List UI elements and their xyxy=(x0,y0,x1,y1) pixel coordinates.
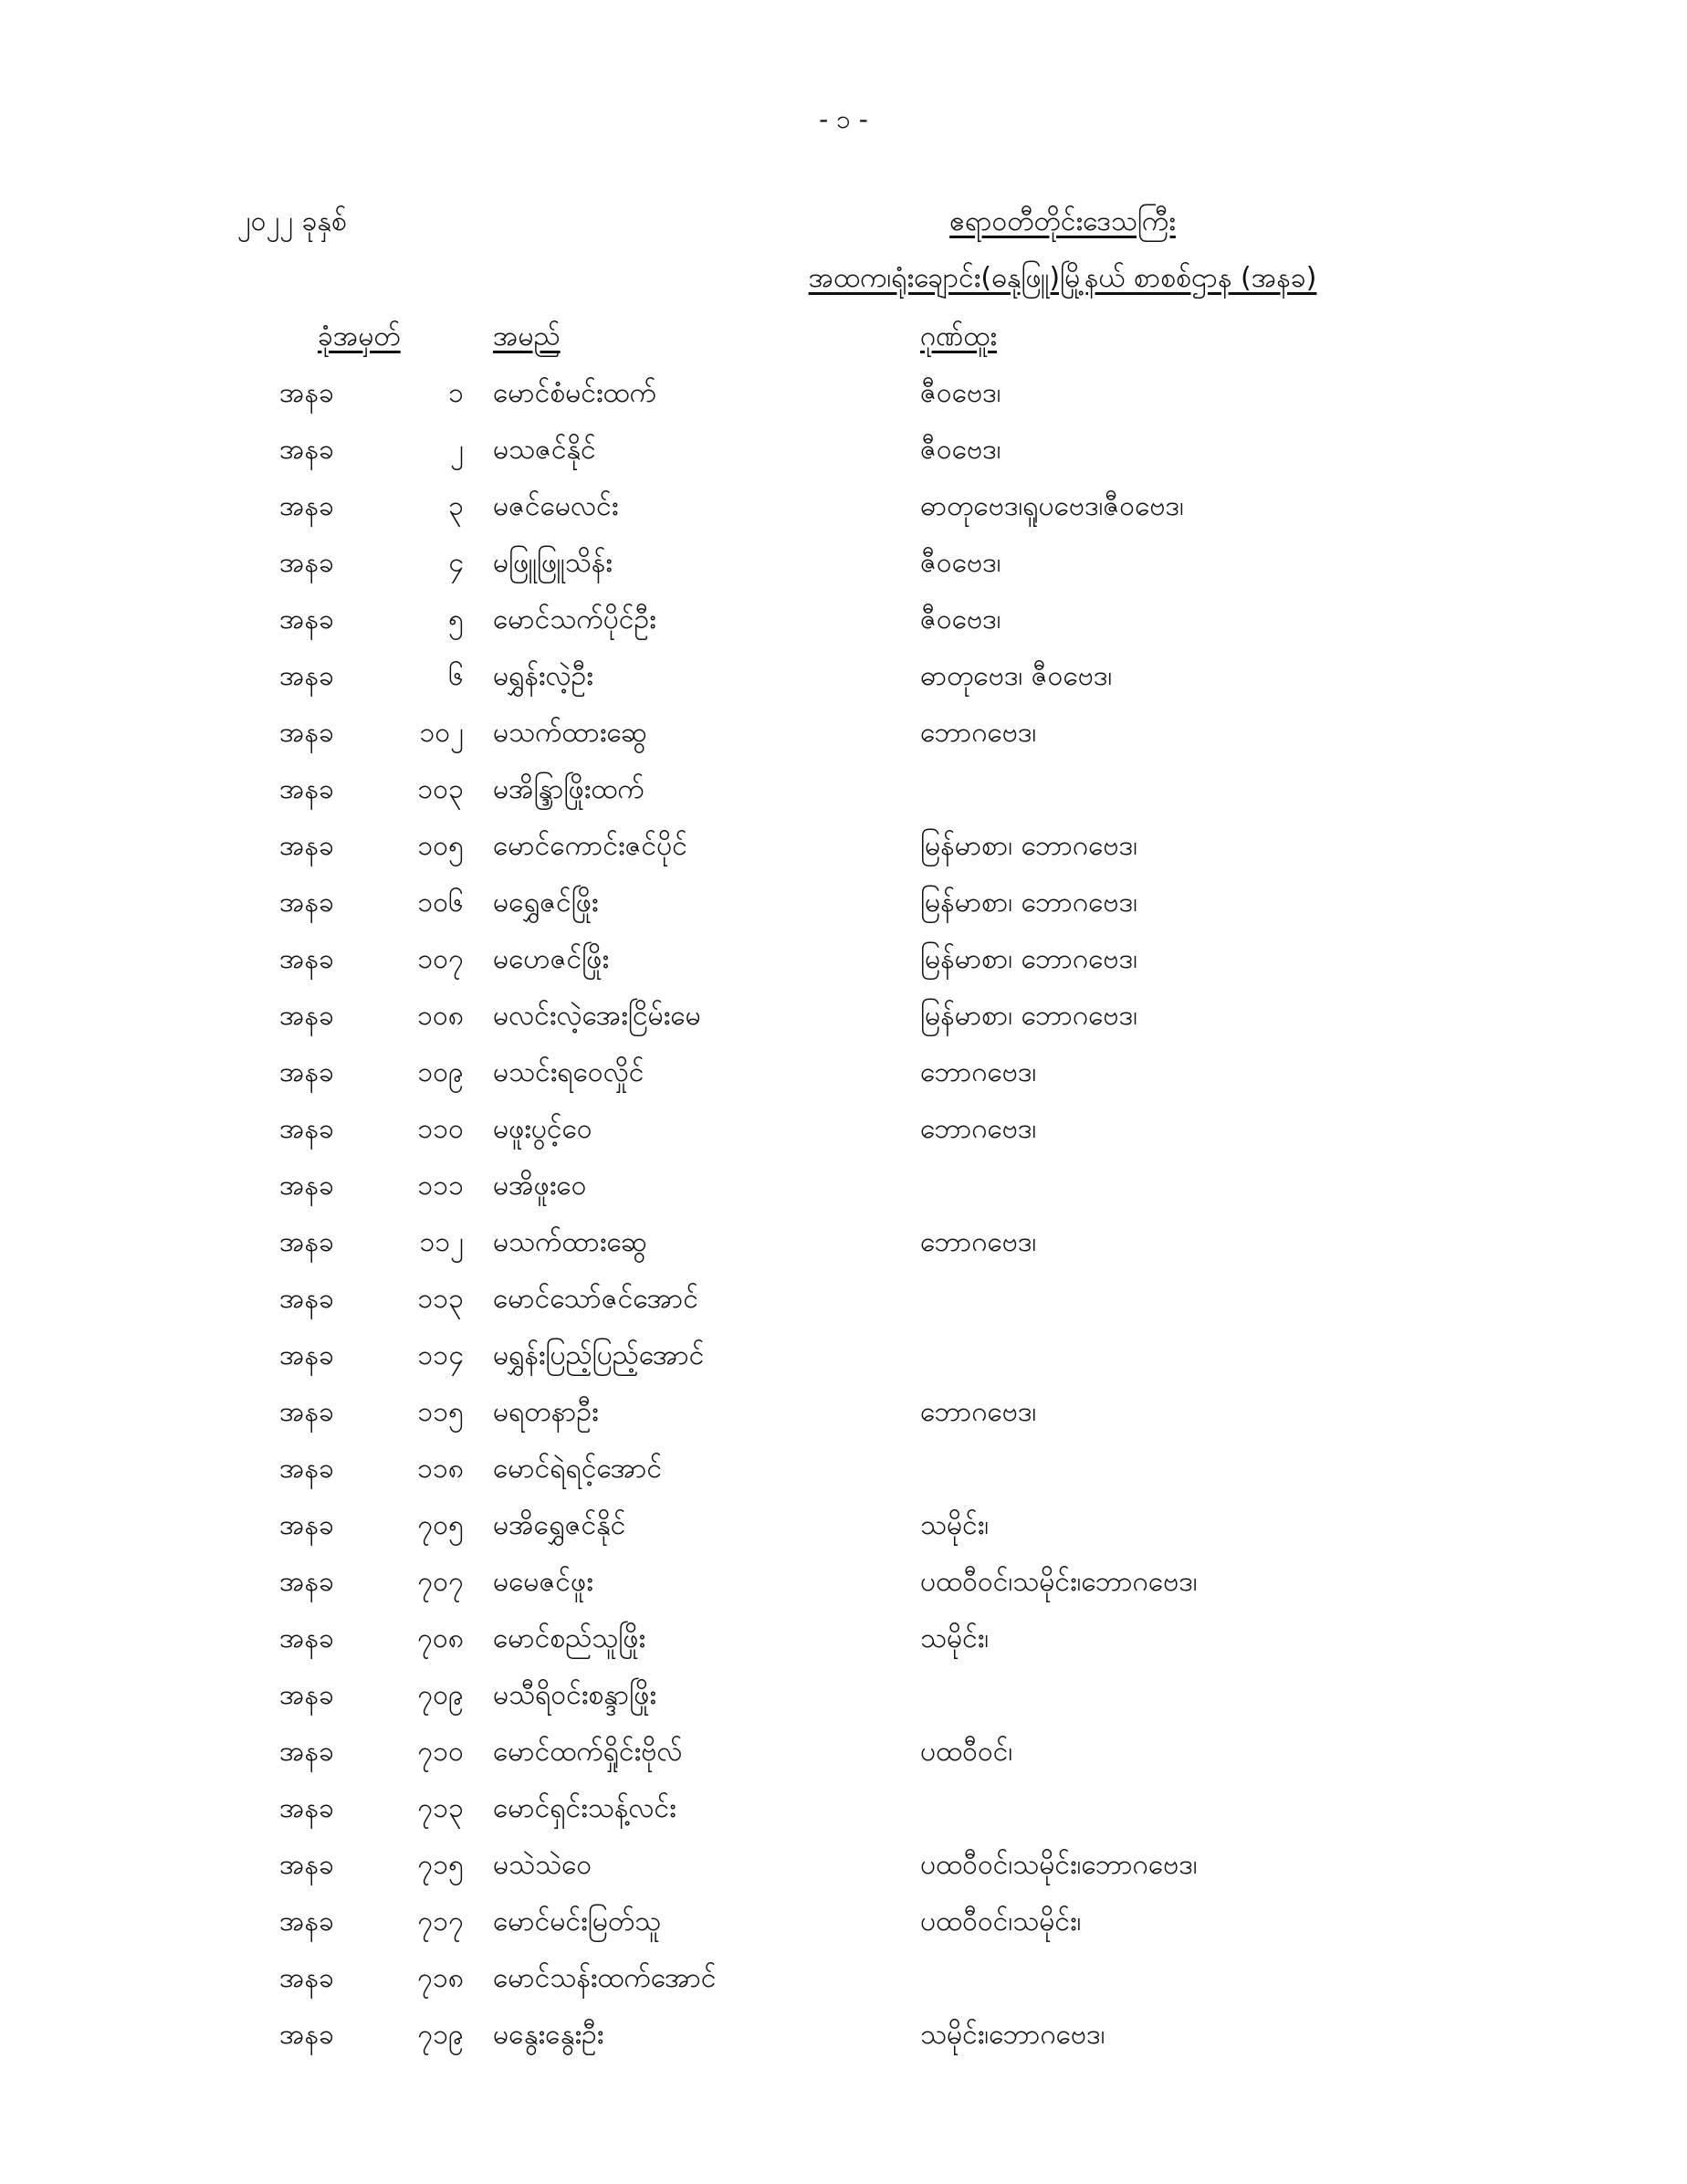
distinction-subjects: ပထဝီဝင်၊ xyxy=(920,1736,1013,1768)
student-name: မောင်သက်ပိုင်ဦး xyxy=(493,604,656,635)
exam-center-code: အနခ xyxy=(279,943,334,975)
roll-number: ၁၀၃ xyxy=(417,773,464,805)
list-item xyxy=(0,431,1687,488)
exam-center-code: အနခ xyxy=(279,887,334,919)
roll-number: ၅ xyxy=(448,604,464,635)
list-item xyxy=(0,601,1687,657)
distinction-subjects: ပထဝီဝင်၊သမိုင်း၊ဘောဂဗေဒ၊ xyxy=(920,1849,1198,1881)
list-item xyxy=(0,827,1687,884)
roll-number-header: ခုံအမှတ် xyxy=(318,320,401,352)
student-name: မမေဇင်ဖူး xyxy=(493,1566,593,1598)
distinction-subjects: မြန်မာစာ၊ ဘောဂဗေဒ၊ xyxy=(920,887,1137,919)
roll-number: ၇၀၈ xyxy=(417,1622,464,1654)
roll-number: ၄ xyxy=(448,547,464,579)
exam-center-code: အနခ xyxy=(279,434,334,466)
student-name: မသဇင်နိုင် xyxy=(493,434,596,466)
student-name: မောင်ရှင်းသန့်လင်း xyxy=(493,1792,676,1824)
list-item xyxy=(0,1733,1687,1790)
exam-center-code: အနခ xyxy=(279,1226,334,1258)
list-item xyxy=(0,1507,1687,1563)
roll-number: ၁၁၁ xyxy=(417,1170,464,1202)
student-name: မဇင်မေလင်း xyxy=(493,490,619,522)
list-item xyxy=(0,1959,1687,2016)
exam-center-code: အနခ xyxy=(279,1000,334,1032)
list-item xyxy=(0,1054,1687,1110)
list-item xyxy=(0,1563,1687,1620)
results-list xyxy=(0,374,1687,2073)
distinctions-header: ဂုဏ်ထူး xyxy=(920,320,997,352)
roll-number: ၁၀၂ xyxy=(419,717,464,749)
roll-number: ၁၀၇ xyxy=(417,943,464,975)
roll-number: ၃ xyxy=(448,490,464,522)
exam-center-code: အနခ xyxy=(279,1622,334,1654)
distinction-subjects: ပထဝီဝင်၊သမိုင်း၊ xyxy=(920,1906,1082,1937)
distinction-subjects: ဓာတုဗေဒ၊ရူပဗေဒ၊ဇီဝဗေဒ၊ xyxy=(920,490,1184,522)
student-name: မောင်စည်သူဖြိုး xyxy=(493,1622,646,1654)
roll-number: ၁၀၈ xyxy=(417,1000,464,1032)
distinction-subjects: ဘောဂဗေဒ၊ xyxy=(920,1056,1037,1088)
list-item xyxy=(0,1110,1687,1167)
student-name: မရွှန်းပြည့်ပြည့်အောင် xyxy=(493,1339,705,1371)
list-item xyxy=(0,1903,1687,1959)
student-name: မအိရွှေဇင်နိုင် xyxy=(493,1509,626,1541)
roll-number: ၇၁၈ xyxy=(417,1962,464,1994)
list-item xyxy=(0,1450,1687,1507)
distinction-subjects: ဇီဝဗေဒ၊ xyxy=(920,604,1001,635)
student-name: မရွှန်းလဲ့ဦး xyxy=(493,660,593,692)
roll-number: ၇၁၅ xyxy=(417,1849,464,1881)
page-number: - ၁ - xyxy=(819,104,868,134)
roll-number: ၇၀၅ xyxy=(417,1509,464,1541)
list-item xyxy=(0,997,1687,1054)
student-name: မောင်စံမင်းထက် xyxy=(493,377,657,409)
list-item xyxy=(0,1337,1687,1393)
roll-number: ၁၁၀ xyxy=(417,1113,464,1145)
roll-number: ၁၀၅ xyxy=(417,830,464,862)
student-name: မနွေးနွေးဦး xyxy=(493,2019,604,2051)
list-item xyxy=(0,2016,1687,2073)
student-name: မဖူးပွင့်ဝေ xyxy=(493,1113,592,1145)
distinction-subjects: ဇီဝဗေဒ၊ xyxy=(920,547,1001,579)
student-name: မဟေဇင်ဖြိုး xyxy=(493,943,610,975)
roll-number: ၇၁၉ xyxy=(417,2019,464,2051)
exam-center-code: အနခ xyxy=(279,1339,334,1371)
distinction-subjects: သမိုင်း၊ xyxy=(920,1509,990,1541)
list-item xyxy=(0,1167,1687,1223)
exam-center-code: အနခ xyxy=(279,1396,334,1428)
exam-center-code: အနခ xyxy=(279,1962,334,1994)
student-name: မအိဖူးဝေ xyxy=(493,1170,587,1202)
exam-center-code: အနခ xyxy=(279,490,334,522)
distinction-subjects: ဘောဂဗေဒ၊ xyxy=(920,1226,1037,1258)
student-name: မအိန္ဒြာဖြိုးထက် xyxy=(493,773,644,805)
name-header: အမည် xyxy=(493,320,561,352)
student-name: မောင်ရဲရင့်အောင် xyxy=(493,1453,663,1485)
region-title: ဧရာဝတီတိုင်းဒေသကြီး xyxy=(949,205,1176,237)
exam-center-code: အနခ xyxy=(279,2019,334,2051)
exam-center-code: အနခ xyxy=(279,1509,334,1541)
student-name: မသဲသဲဝေ xyxy=(493,1849,592,1881)
list-item xyxy=(0,488,1687,544)
exam-center-code: အနခ xyxy=(279,1056,334,1088)
roll-number: ၇၁၀ xyxy=(417,1736,464,1768)
distinction-subjects: ပထဝီဝင်၊သမိုင်း၊ဘောဂဗေဒ၊ xyxy=(920,1566,1198,1598)
list-item xyxy=(0,940,1687,997)
student-name: မသင်းရဝေလှိုင် xyxy=(493,1056,644,1088)
distinction-subjects: မြန်မာစာ၊ ဘောဂဗေဒ၊ xyxy=(920,1000,1137,1032)
exam-center-code: အနခ xyxy=(279,1736,334,1768)
exam-center-code: အနခ xyxy=(279,1113,334,1145)
roll-number: ၁၁၈ xyxy=(417,1453,464,1485)
distinction-subjects: ဘောဂဗေဒ၊ xyxy=(920,1396,1037,1428)
distinction-subjects: မြန်မာစာ၊ ဘောဂဗေဒ၊ xyxy=(920,830,1137,862)
exam-center-code: အနခ xyxy=(279,1679,334,1711)
student-name: မသီရိဝင်းစန္ဒာဖြိုး xyxy=(493,1679,656,1711)
roll-number: ၁၁၄ xyxy=(417,1339,464,1371)
roll-number: ၇၁၇ xyxy=(417,1906,464,1937)
list-item xyxy=(0,771,1687,827)
exam-center-code: အနခ xyxy=(279,547,334,579)
roll-number: ၁ xyxy=(448,377,464,409)
list-item xyxy=(0,374,1687,431)
list-item xyxy=(0,1790,1687,1846)
roll-number: ၂ xyxy=(450,434,464,466)
exam-center-code: အနခ xyxy=(279,830,334,862)
exam-center-code: အနခ xyxy=(279,1453,334,1485)
student-name: မရတနာဦး xyxy=(493,1396,599,1428)
distinction-subjects: သမိုင်း၊ xyxy=(920,1622,990,1654)
roll-number: ၁၁၃ xyxy=(417,1283,464,1315)
list-item xyxy=(0,714,1687,771)
student-name: မသက်ထားဆွေ xyxy=(493,717,647,749)
distinction-subjects: ဓာတုဗေဒ၊ ဇီဝဗေဒ၊ xyxy=(920,660,1113,692)
roll-number: ၇၀၉ xyxy=(417,1679,464,1711)
exam-center-code: အနခ xyxy=(279,717,334,749)
distinction-subjects: မြန်မာစာ၊ ဘောဂဗေဒ၊ xyxy=(920,943,1137,975)
distinction-subjects: ဘောဂဗေဒ၊ xyxy=(920,717,1037,749)
student-name: မလင်းလဲ့အေးငြိမ်းမေ xyxy=(493,1000,701,1032)
distinction-subjects: ဇီဝဗေဒ၊ xyxy=(920,377,1001,409)
exam-center-code: အနခ xyxy=(279,1792,334,1824)
exam-center-code: အနခ xyxy=(279,1283,334,1315)
exam-center-title: အထက၊ရုံးချောင်း(ဓနုဖြူ)မြို့နယ် စာစစ်ဌာန (အနခ) xyxy=(808,262,1317,294)
roll-number: ၆ xyxy=(448,660,464,692)
exam-center-code: အနခ xyxy=(279,1906,334,1937)
list-item xyxy=(0,544,1687,601)
exam-center-code: အနခ xyxy=(279,660,334,692)
exam-center-code: အနခ xyxy=(279,1170,334,1202)
list-item xyxy=(0,1846,1687,1903)
roll-number: ၁၁၂ xyxy=(419,1226,464,1258)
roll-number: ၇၀၇ xyxy=(417,1566,464,1598)
list-item xyxy=(0,884,1687,940)
student-name: မောင်သော်ဇင်အောင် xyxy=(493,1283,698,1315)
student-name: မဖြူဖြူသိန်း xyxy=(493,547,613,579)
student-name: မသက်ထားဆွေ xyxy=(493,1226,647,1258)
student-name: မောင်ကောင်းဇင်ပိုင် xyxy=(493,830,687,862)
exam-center-code: အနခ xyxy=(279,1566,334,1598)
list-item xyxy=(0,1223,1687,1280)
student-name: မောင်မင်းမြတ်သူ xyxy=(493,1906,662,1937)
list-item xyxy=(0,1280,1687,1337)
student-name: မောင်ထက်ရှိုင်းဗိုလ် xyxy=(493,1736,683,1768)
exam-year: ၂၀၂၂ ခုနှစ် xyxy=(237,205,347,237)
student-name: မရွှေဇင်ဖြိုး xyxy=(493,887,599,919)
roll-number: ၇၁၃ xyxy=(417,1792,464,1824)
distinction-subjects: သမိုင်း၊ဘောဂဗေဒ၊ xyxy=(920,2019,1105,2051)
exam-center-code: အနခ xyxy=(279,1849,334,1881)
distinction-subjects: ဇီဝဗေဒ၊ xyxy=(920,434,1001,466)
exam-center-code: အနခ xyxy=(279,377,334,409)
roll-number: ၁၁၅ xyxy=(417,1396,464,1428)
exam-center-code: အနခ xyxy=(279,773,334,805)
exam-center-code: အနခ xyxy=(279,604,334,635)
list-item xyxy=(0,1676,1687,1733)
list-item xyxy=(0,657,1687,714)
roll-number: ၁၀၉ xyxy=(417,1056,464,1088)
list-item xyxy=(0,1393,1687,1450)
roll-number: ၁၀၆ xyxy=(417,887,464,919)
list-item xyxy=(0,1620,1687,1676)
distinction-subjects: ဘောဂဗေဒ၊ xyxy=(920,1113,1037,1145)
student-name: မောင်သန်းထက်အောင် xyxy=(493,1962,717,1994)
